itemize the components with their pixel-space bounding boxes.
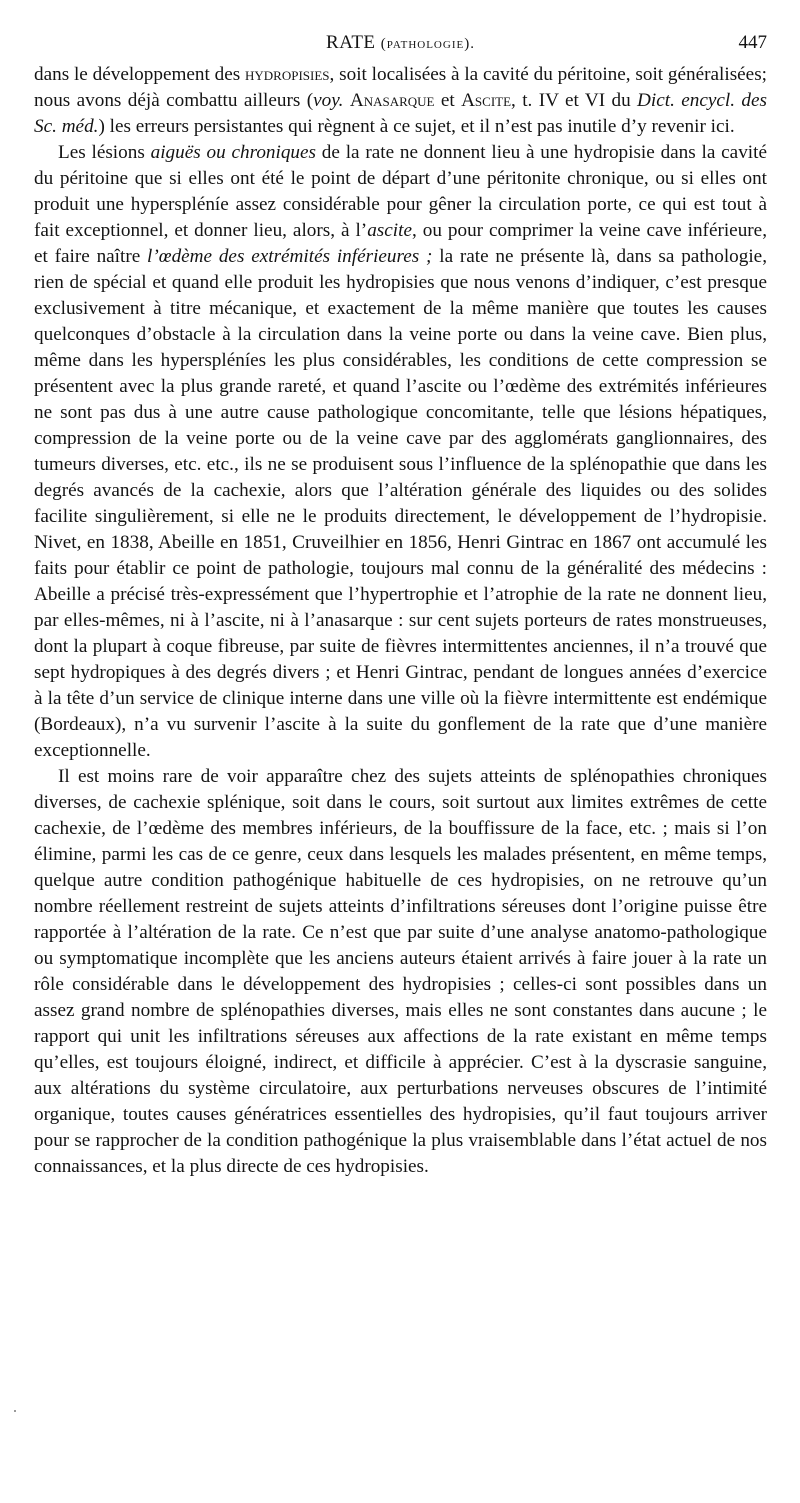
text-run: de la rate ne donnent lieu à une hydropisie dans la cavité du péritoine que si elles ont été le point de départ d’une péritonite chronique, ou si elles ont produit une hyperspléníe assez considérable pour gêner la circulation porte, ce qui est tout à fait exceptionnel, et donner lieu, alors, à l’: [34, 142, 767, 241]
text-run: ) les erreurs persistantes qui règnent à ce sujet, et il n’est pas inutile d’y revenir ici.: [98, 116, 735, 137]
running-title-main: RATE: [326, 32, 376, 53]
text-run-smallcaps: hydropisies: [245, 64, 330, 85]
text-run-smallcaps: Anasarque: [349, 90, 435, 111]
text-run-italic: voy.: [313, 90, 344, 111]
book-page: [34, 30, 767, 1180]
running-title-subtitle: (pathologie).: [380, 36, 475, 52]
text-run-italic: ascite: [367, 220, 412, 241]
text-run: Les lésions: [58, 142, 151, 163]
running-head: [34, 30, 767, 56]
paragraph-1: [34, 62, 767, 140]
text-run-smallcaps: Ascite: [461, 90, 512, 111]
paragraph-3: [34, 764, 767, 1180]
text-run-italic: l’œdème des extrémités inférieures ;: [147, 246, 433, 267]
text-run: la rate ne présente là, dans sa pathologie, rien de spécial et quand elle produit les hydropisies que nous venons d’indiquer, c’est presque exclusivement à titre mécanique, et exactement de la même manière que toutes les causes quelconques d’obstacle à la circulation dans la veine porte ou dans la veine cave. Bien plus, même dans les hyperspléníes les plus considérables, les conditions de cette compression se présentent avec la plus grande rareté, et quand l’ascite ou l’œdème des extrémités inférieures ne sont pas dus à une autre cause pathologique concomitante, telle que lésions hépatiques, compression de la veine porte ou de la veine cave par des agglomérats ganglionnaires, des tumeurs diverses, etc. etc., ils ne se produisent sous l’influence de la splénopathie que dans les degrés avancés de la cachexie, alors que l’altération générale des liquides ou des solides facilite singulièrement, si elle ne le produits directement, le développement de l’hydropisie. Nivet, en 1838, Abeille en 1851, Cruveilhier en 1856, Henri Gintrac en 1867 ont accumulé les faits pour établir ce point de pathologie, toujours mal connu de la généralité des médecins : Abeille a précisé très-expressément que l’hypertrophie et l’atrophie de la rate ne donnent lieu, par elles-mêmes, ni à l’ascite, ni à l’anasarque : sur cent sujets porteurs de rates monstrueuses, dont la plupart à coque fibreuse, par suite de fièvres intermittentes anciennes, il n’a trouvé que sept hydropiques à des degrés divers ; et Henri Gintrac, pendant de longues années d’exercice à la tête d’un service de clinique interne dans une ville où la fièvre intermittente est endémique (Bordeaux), n’a vu survenir l’ascite à la suite du gonflement de la rate que d’une manière exceptionnelle.: [34, 246, 767, 761]
text-run: , t. IV et VI du: [511, 90, 638, 111]
text-run: Il est moins rare de voir apparaître chez des sujets atteints de splénopathies chroniques diverses, de cachexie splénique, soit dans le cours, soit surtout aux limites extrêmes de cette cachexie, de l’œdème des membres inférieurs, de la bouffissure de la face, etc. ; mais si l’on élimine, parmi les cas de ce genre, ceux dans lesquels les malades présentent, en même temps, quelque autre condition pathogénique habituelle de ces hydropisies, on ne retrouve qu’un nombre réellement restreint de sujets atteints d’infiltrations séreuses dont l’origine puisse être rapportée à l’altération de la rate. Ce n’est que par suite d’une analyse anatomo-pathologique ou symptomatique incomplète que les anciens auteurs étaient arrivés à faire jouer à la rate un rôle considérable dans le développement des hydropisies ; celles-ci sont possibles dans un assez grand nombre de splénopathies diverses, mais elles ne sont constantes dans aucune ; le rapport qui unit les infiltrations séreuses aux affections de la rate existant en même temps qu’elles, est toujours éloigné, indirect, et difficile à apprécier. C’est à la dyscrasie sanguine, aux altérations du système circulatoire, aux perturbations nerveuses obscures de l’intimité organique, toutes causes génératrices essentielles des hydropisies, qu’il faut toujours arriver pour se rapprocher de la condition pathogénique la plus vraisemblable dans l’état actuel de nos connaissances, et la plus directe de ces hydropisies.: [34, 766, 767, 1177]
text-run: , soit localisées à la cavité du péritoine, soit généralisées; nous avons déjà combattu ailleurs (: [34, 64, 767, 111]
paragraph-2: [34, 140, 767, 764]
scan-speck: [14, 1410, 16, 1412]
text-run: dans le développement des: [34, 64, 246, 85]
text-run-italic: Dict. encycl. des Sc. méd.: [34, 90, 767, 137]
text-run-italic: aiguës ou chroniques: [150, 142, 317, 163]
page-number: 447: [738, 32, 767, 53]
text-run: , ou pour comprimer la veine cave inférieure, et faire naître: [34, 220, 767, 267]
body-text: [34, 62, 767, 1180]
text-run: et: [434, 90, 462, 111]
running-title: [34, 30, 767, 57]
